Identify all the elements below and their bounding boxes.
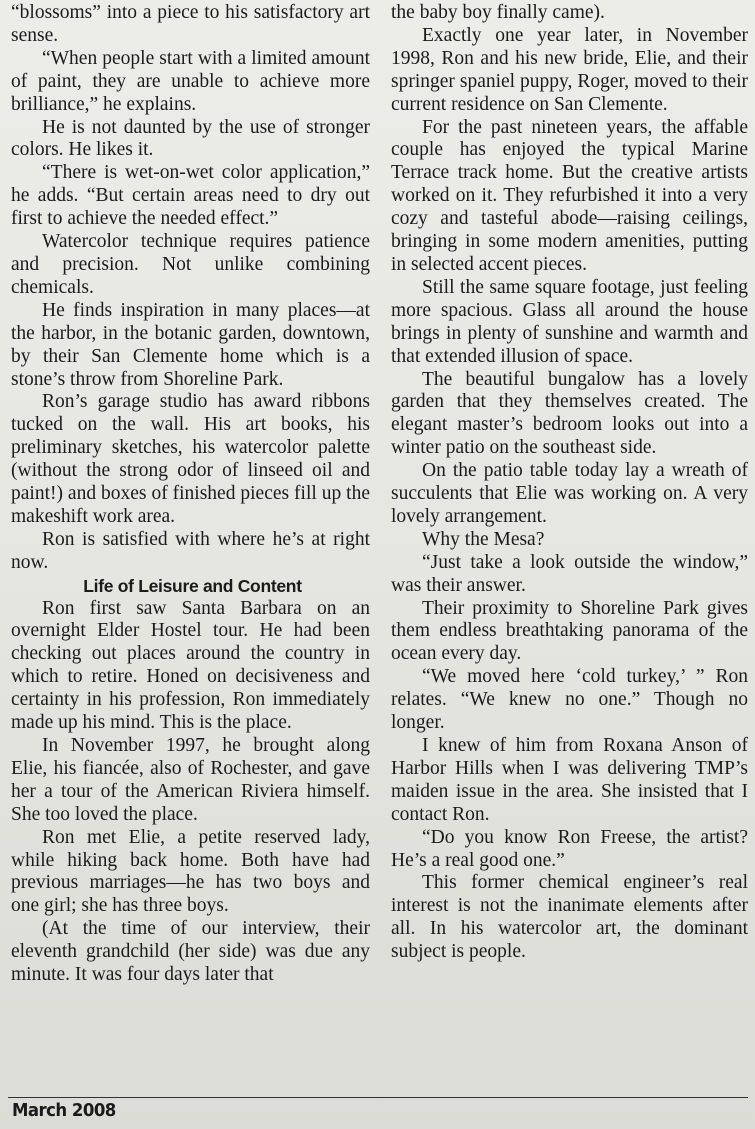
paragraph: For the past nineteen years, the affable couple has enjoyed the typical Marine Terrace track home. But the creative artists worked on it. They refurbished it into a very cozy and tasteful abode—raising ceilings, bringing in some modern amenities, putting in selected accent pieces. [391,116,748,275]
paragraph: Why the Mesa? [422,528,545,550]
paragraph: He finds inspiration in many places—at the harbor, in the botanic garden, downtown, by their San Clemente home which is a stone’s throw from Shoreline Park. [11,299,370,390]
paragraph: (At the time of our interview, their eleventh grandchild (her side) was due any minute. It was four days later that [11,918,370,986]
paragraph: Their proximity to Shoreline Park gives them endless breathtaking panorama of the ocean every day. [391,597,748,665]
paragraph: Ron’s garage studio has award ribbons tucked on the wall. His art books, his preliminary sketches, his watercolor palette (without the strong odor of linseed oil and paint!) and boxes of finished pieces fill up the makeshift work area. [11,391,370,527]
paragraph: The beautiful bungalow has a lovely garden that they themselves created. The elegant master’s bedroom looks out into a winter patio on the southeast side. [391,368,748,459]
paragraph: “Do you know Ron Freese, the artist? He’s a real good one.” [391,826,748,871]
paragraph: “We moved here ‘cold turkey,’ ” Ron relates. “We knew no one.” Though no longer. [391,666,748,734]
paragraph: I knew of him from Roxana Anson of Harbor Hills when I was delivering TMP’s maiden issue in the area. She insisted that I contact Ron. [391,735,748,825]
paragraph-continued: the baby boy finally came). [391,2,605,23]
paragraph: “When people start with a limited amount of paint, they are unable to achieve more brilliance,” he explains. [11,47,370,115]
paragraph: On the patio table today lay a wreath of succulents that Elie was working on. A very lovely arrangement. [391,460,748,527]
paragraph: Ron is satisfied with where he’s at right now. [11,528,370,573]
paragraph: Exactly one year later, in November 1998, Ron and his new bride, Elie, and their springer spaniel puppy, Roger, moved to their current residence on San Clemente. [391,24,748,115]
paragraph: This former chemical engineer’s real interest is not the inanimate elements after all. In his watercolor art, the dominant subject is people. [391,872,748,963]
paragraph: In November 1997, he brought along Elie, his fiancée, also of Rochester, and gave her a tour of the American Riviera himself. She too loved the place. [11,735,370,825]
article-column-right [391,2,748,964]
paragraph: Ron met Elie, a petite reserved lady, while hiking back home. Both have had previous marriages—he has two boys and one girl; she has three boys. [11,826,370,917]
footer-rule [8,1097,748,1098]
paragraph: Watercolor technique requires patience and precision. Not unlike combining chemicals. [11,231,370,298]
article-column-left [11,2,370,987]
paragraph-continued: “blossoms” into a piece to his satisfactory art sense. [11,2,370,46]
paragraph: Still the same square footage, just feeling more spacious. Glass all around the house brings in plenty of sunshine and warmth and that extended illusion of space. [391,276,748,367]
paragraph: “Just take a look outside the window,” was their answer. [391,551,748,596]
paragraph: Ron first saw Santa Barbara on an overnight Elder Hostel tour. He had been checking out places around the country in which to retire. Honed on decisiveness and certainty in his profession, Ron immediately made up his mind. This is the place. [11,597,370,734]
paragraph: “There is wet-on-wet color application,” he adds. “But certain areas need to dry out first to achieve the needed effect.” [11,162,370,230]
paragraph: He is not daunted by the use of stronger colors. He likes it. [11,116,370,161]
issue-date: March 2008 [12,1100,116,1121]
section-subheading: Life of Leisure and Content [83,575,302,596]
